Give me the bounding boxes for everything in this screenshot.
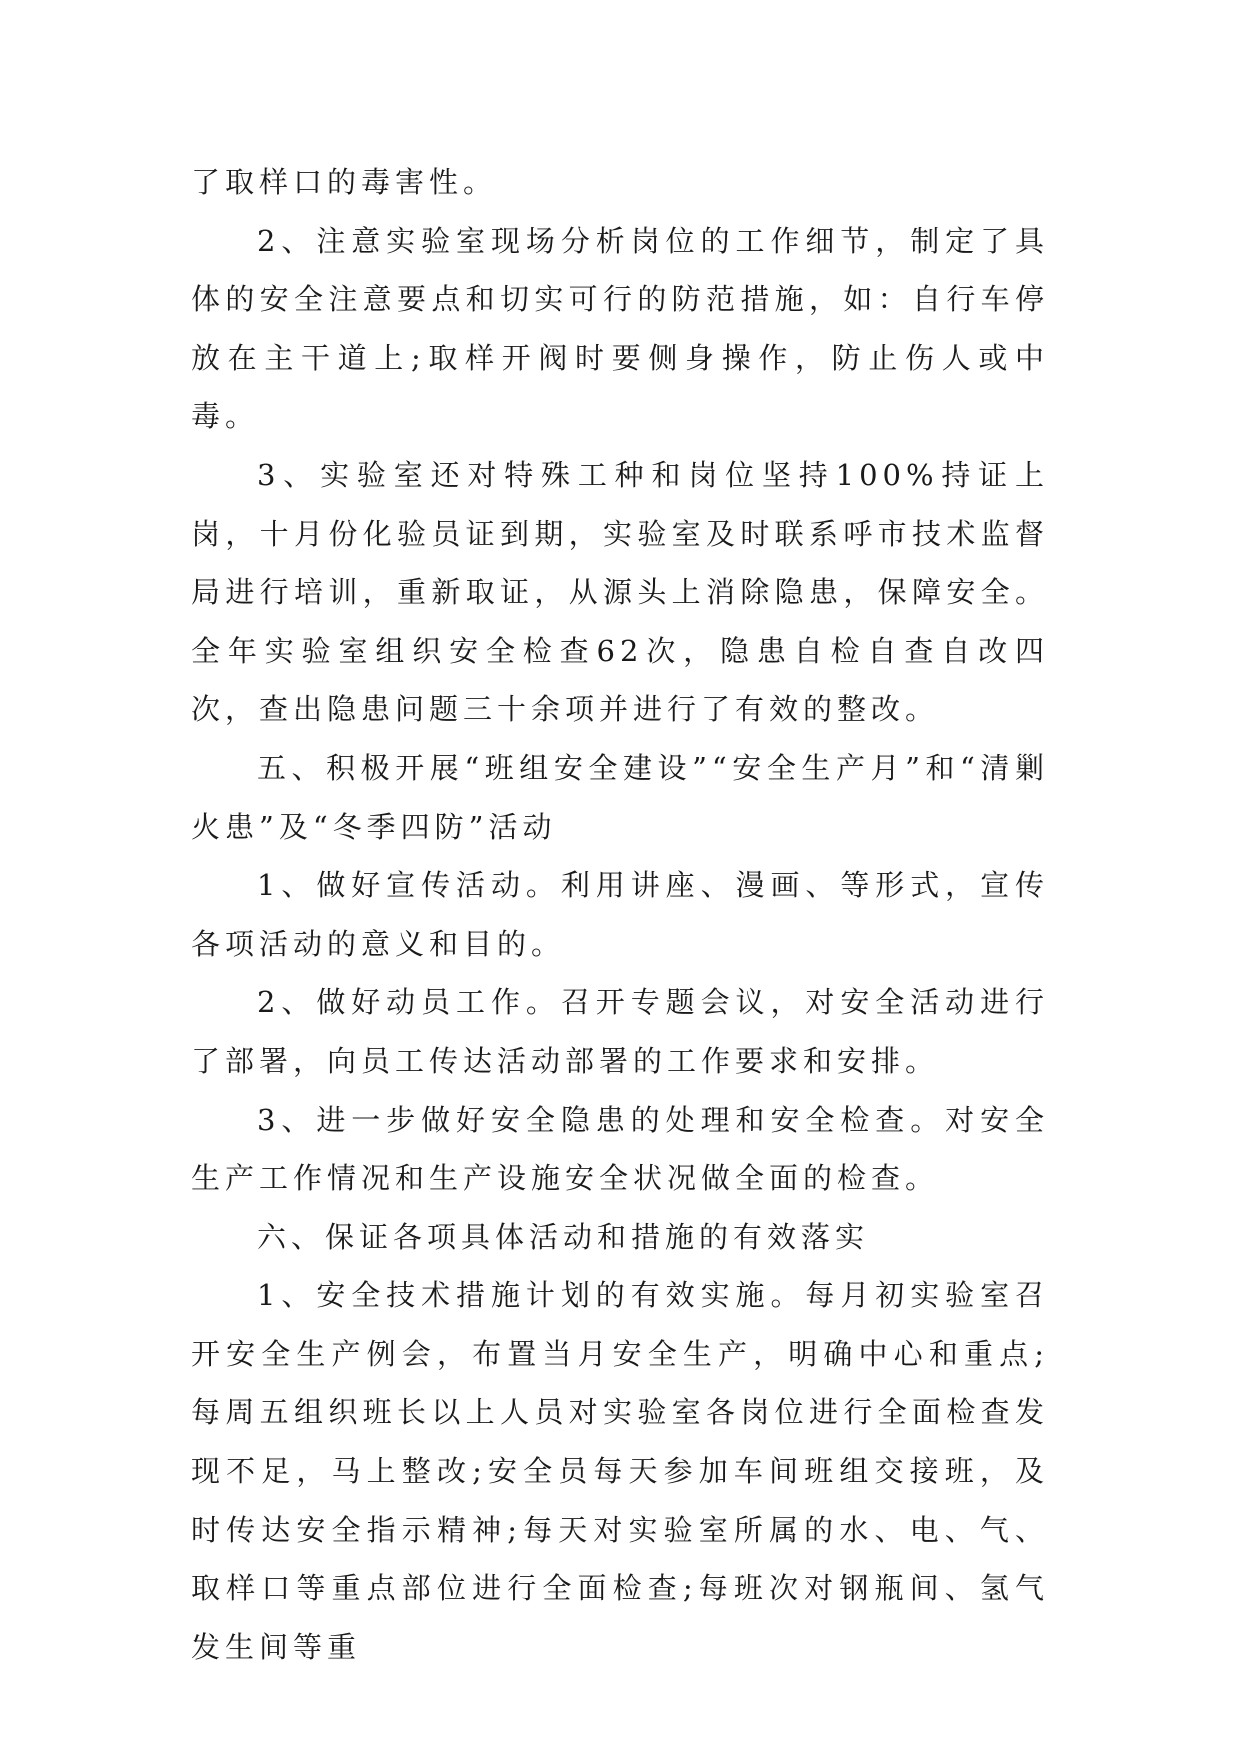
paragraph-item-3: 3、实验室还对特殊工种和岗位坚持100%持证上岗，十月份化验员证到期，实验室及时联系呼市技术监督局进行培训，重新取证，从源头上消除隐患，保障安全。全年实验室组织安全检查62次，隐患自检自查自改四次，查出隐患问题三十余项并进行了有效的整改。 (191, 457, 1049, 727)
paragraph-item-1: 1、做好宣传活动。利用讲座、漫画、等形式，宣传各项活动的意义和目的。 (191, 868, 1049, 961)
section-heading-6: 六、保证各项具体活动和措施的有效落实 (257, 1219, 870, 1254)
paragraph-continuation: 了取样口的毒害性。 (191, 165, 498, 199)
document-body (191, 153, 1049, 1676)
paragraph-item-2: 2、做好动员工作。召开专题会议，对安全活动进行了部署，向员工传达活动部署的工作要求和安排。 (191, 985, 1049, 1078)
paragraph-item-1: 1、安全技术措施计划的有效实施。每月初实验室召开安全生产例会，布置当月安全生产，明确中心和重点;每周五组织班长以上人员对实验室各岗位进行全面检查发现不足，马上整改;安全员每天参加车间班组交接班，及时传达安全指示精神;每天对实验室所属的水、电、气、取样口等重点部位进行全面检查;每班次对钢瓶间、氢气发生间等重 (191, 1278, 1049, 1664)
paragraph-item-2: 2、注意实验室现场分析岗位的工作细节，制定了具体的安全注意要点和切实可行的防范措施，如：自行车停放在主干道上;取样开阀时要侧身操作，防止伤人或中毒。 (191, 223, 1049, 434)
section-heading-5: 五、积极开展“班组安全建设”“安全生产月”和“清剿火患”及“冬季四防”活动 (191, 750, 1049, 844)
paragraph-item-3: 3、进一步做好安全隐患的处理和安全检查。对安全生产工作情况和生产设施安全状况做全面的检查。 (191, 1102, 1049, 1196)
